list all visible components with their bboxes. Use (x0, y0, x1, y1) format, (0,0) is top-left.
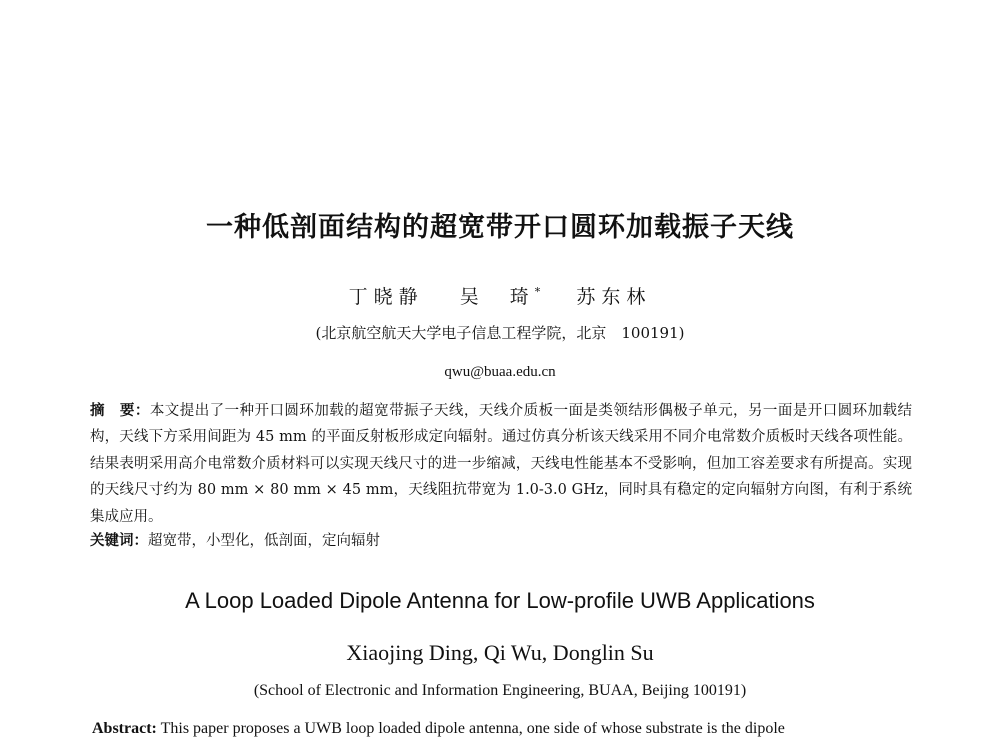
chinese-title: 一种低剖面结构的超宽带开口圆环加载振子天线 (206, 212, 794, 243)
english-abstract-text: This paper proposes a UWB loop loaded dipole antenna, one side of whose substrate is the dipole (160, 720, 785, 737)
author-2: 吴 琦 (459, 286, 535, 308)
english-abstract (92, 720, 914, 738)
english-title: A Loop Loaded Dipole Antenna for Low-profile UWB Applications (185, 588, 815, 613)
chinese-keywords-text: 超宽带，小型化，低剖面，定向辐射 (148, 533, 380, 549)
author-1: 丁晓静 (348, 286, 424, 308)
chinese-affiliation: (北京航空航天大学电子信息工程学院，北京 100191) (315, 324, 685, 342)
author-3: 苏东林 (576, 286, 652, 308)
chinese-abstract-label: 摘 要： (90, 403, 150, 419)
chinese-authors (0, 282, 1000, 309)
author-email: qwu@buaa.edu.cn (444, 364, 556, 380)
english-affiliation: (School of Electronic and Information Engineering, BUAA, Beijing 100191) (253, 682, 747, 699)
chinese-abstract-text: 本文提出了一种开口圆环加载的超宽带振子天线，天线介质板一面是类领结形偶极子单元，另一面是开口圆环加载结构，天线下方采用间距为 45 mm 的平面反射板形成定向辐射。通过仿真分析该天线采用不同介电常数介质板时天线各项性能。结果表明采用高介电常数介质材料可以实现天线尺寸的进一步缩减，天线电性能基本不受影响，但加工容差要求有所提高。实现的天线尺寸约为 80 mm × 80 mm × 45 mm，天线阻抗带宽为 1.0-3.0 GHz，同时具有稳定的定向辐射方向图，有利于系统集成应用。 (90, 403, 913, 525)
corresponding-author-mark: * (534, 285, 541, 299)
chinese-abstract (90, 398, 912, 530)
english-authors: Xiaojing Ding, Qi Wu, Donglin Su (346, 640, 654, 665)
chinese-keywords-label: 关键词： (90, 533, 148, 549)
chinese-keywords (90, 528, 912, 554)
english-abstract-label: Abstract: (92, 720, 157, 737)
